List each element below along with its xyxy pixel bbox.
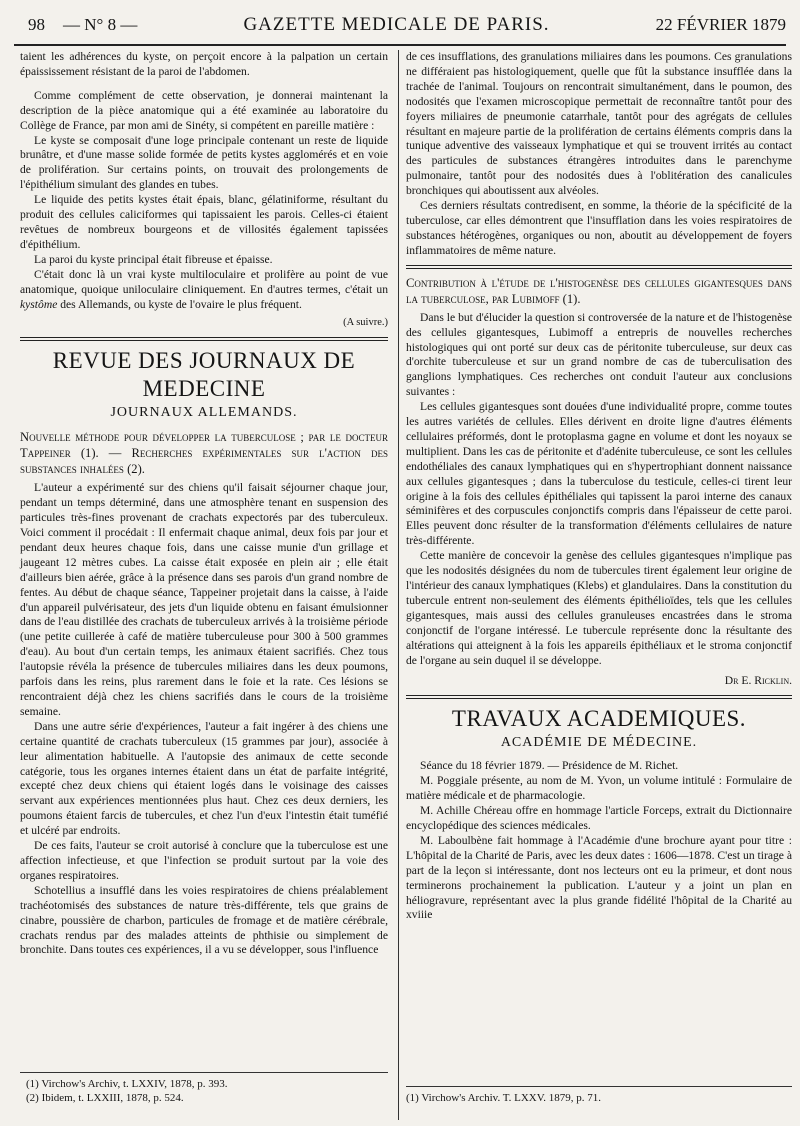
author-name: Lubimoff bbox=[511, 291, 560, 306]
paragraph: De ces faits, l'auteur se croit autorisé à conclure que la tuberculose est une affection infectieuse, et que l'infection se produit surtout par la voie des organes respiratoires. bbox=[20, 839, 388, 882]
paragraph: Les cellules gigantesques sont douées d'une individualité propre, comme toutes les autres variétés de cellules. Elles dérivent en droite ligne d'autres éléments cellulaires préformés, dont le protoplasma gagne en volume et dont les noyaux se multiplient. Dans les cas de péritonite et d'adénite tuberculeuse, ce sont les cellules endothéliales des canaux lymphatiques qui en s'hypertrophiant donnent naissance aux cellules gigantesques ; dans la tuberculose du testicule, celles-ci tirent leur origine à la fois des cellules épithéliales qui tapissent la paroi interne des canaux séminifères et des corpuscules conjonctifs compris dans l'épaisseur de cette paroi. Elles peuvent donc résulter de la transformation d'éléments cellulaires de nature très-différente. bbox=[406, 400, 792, 548]
text-run: (1). — Recherches expérimentales sur l'action des substances inhalées (2). bbox=[20, 446, 388, 477]
text-run: des Allemands, ou kyste de l'ovaire le plus fréquent. bbox=[57, 297, 302, 311]
author-name: E. Ricklin. bbox=[741, 674, 792, 688]
column-divider bbox=[398, 50, 399, 1120]
issue-date: 22 FÉVRIER 1879 bbox=[655, 15, 786, 34]
paragraph: Le liquide des petits kystes était épais, blanc, gélatiniforme, résultant du produit des cellules caliciformes qui tapissaient les parois. Celles-ci étaient revêtues de nombreux bourgeons et de villosités également tapissées d'épithélium. bbox=[20, 193, 388, 251]
article-heading bbox=[406, 275, 792, 307]
left-column bbox=[20, 50, 388, 1062]
paragraph: de ces insufflations, des granulations miliaires dans les poumons. Ces granulations ne différaient pas histologiquement, quelle que fût la substance insufflée dans la trachée de l'animal. Toujours on rencontrait simultanément, dans le poumon, des nodosités que l'examen microscopique permettait de reconnaître tantôt pour des foyers miliaires de pneumonie catarrhale, tantôt pour des agrégats de cellules résultant en majeure partie de la prolifération de certains éléments compris dans la tunique adventive des vaisseaux lymphatique et qui se trouvent irrités au contact des particules de substances étrangères introduites dans le parenchyme pulmonaire, tantôt pour des nodosités dues à l'oblitération des canalicules bronchiques qui aboutissent aux alvéoles. bbox=[406, 50, 792, 198]
journal-title: GAZETTE MEDICALE DE PARIS. bbox=[243, 14, 550, 35]
text-run: Contribution à l'étude de l'histogenèse des cellules gigantesques dans la tuberculose, par bbox=[406, 275, 792, 306]
issue-number: — N° 8 — bbox=[63, 15, 138, 34]
paragraph: Dans une autre série d'expériences, l'auteur a fait ingérer à des chiens une certaine quantité de crachats tuberculeux (15 grammes par jour), associée à leur alimentation habituelle. A l'autopsie des animaux de cette seconde catégorie, tous les organes internes étaient dans un état de parfaite intégrité, excepté chez deux chiens qui étaient logés dans le voisinage des caisses servant aux expériences mentionnées plus haut. Chez ces deux derniers, les poumons étaient farcis de tubercules, et chez l'un d'eux l'intestin était tuméfié et ulcéré par endroits. bbox=[20, 719, 388, 838]
header-left bbox=[28, 15, 137, 35]
paragraph: Ces derniers résultats contredisent, en somme, la théorie de la spécificité de la tuberculose, car elles démontrent que l'insufflation dans les voies respiratoires de substances hétérogènes, organiques ou non, aboutit au développement de foyers inflammatoires de même nature. bbox=[406, 199, 792, 257]
text-run: (1). bbox=[559, 291, 581, 306]
page-number: 98 bbox=[28, 15, 45, 34]
text-run: C'était donc là un vrai kyste multiloculaire et prolifère au point de vue anatomique, quoique uniloculaire cliniquement. En d'autres termes, c'était un bbox=[20, 267, 388, 296]
section-subtitle: ACADÉMIE DE MÉDECINE. bbox=[500, 735, 698, 751]
paragraph bbox=[20, 268, 388, 313]
paragraph: Schotellius a insufflé dans les voies respiratoires de chiens préalablement trachéotomisés des substances de nature très-différente, tels que grains de cinabre, poussière de charbon, particules de fromage et de matière cérébrale, crachats rendus par des malades atteints de phthisie ou simplement de bronchite. Dans toutes ces expériences, il a vu se développer, sous l'influence bbox=[20, 883, 388, 957]
section-rule bbox=[406, 695, 792, 699]
paragraph: Dans le but d'élucider la question si controversée de la nature et de l'histogenèse des cellules gigantesques, Lubimoff a entrepris de nouvelles recherches histologiques qui ont porté sur deux cas de péritonite tuberculeuse, sur deux cas d'orchite tuberculeuse et sur un grand nombre de cas de tuberculisation des ganglions lymphatiques. Ces recherches ont conduit l'auteur aux conclusions suivantes : bbox=[406, 310, 792, 399]
section-title: TRAVAUX ACADEMIQUES. bbox=[451, 706, 747, 732]
footnote: (1) Virchow's Archiv. T. LXXV. 1879, p. 71. bbox=[406, 1086, 792, 1105]
session-line: Séance du 18 février 1879. — Présidence de M. Richet. bbox=[420, 759, 679, 773]
paragraph: M. Achille Chéreau offre en hommage l'article Forceps, extrait du Dictionnaire encyclopédique des sciences médicales. bbox=[406, 804, 792, 832]
paragraph: M. Poggiale présente, au nom de M. Yvon, un volume intitulé : Formulaire de matière médicale et de pharmacologie. bbox=[406, 774, 792, 803]
section-subtitle: JOURNAUX ALLEMANDS. bbox=[110, 405, 298, 421]
text-run: Dr bbox=[724, 674, 742, 688]
section-title: REVUE DES JOURNAUX DE MEDECINE bbox=[52, 348, 356, 402]
section-rule bbox=[20, 337, 388, 341]
paragraph: Le kyste se composait d'une loge principale contenant un reste de liquide brunâtre, et d'une masse solide formée de petits kystes agglomérés et en voie de prolifération. Sur certains points, on trouvait des prolongements de l'épithélium simulant des glandes en tubes. bbox=[20, 133, 388, 192]
author-name: Tappeiner bbox=[20, 446, 71, 461]
header-rule bbox=[14, 44, 786, 46]
paragraph: taient les adhérences du kyste, on perçoit encore à la palpation un certain épaississement résistant de la paroi de l'abdomen. bbox=[20, 50, 388, 78]
paragraph: M. Laboulbène fait hommage à l'Académie d'une brochure ayant pour titre : L'hôpital de la Charité de Paris, avec les deux dates : 1606—1878. C'est un tirage à part de la leçon si intéressante, dont nos lecteurs ont eu la primeur, et dont nous terminerons prochainement la publication. L'auteur y a joint un plan en héliogravure, représentant avec la plus grande fidélité l'hôpital de la Charité au xviiie bbox=[406, 833, 792, 922]
text-run: Nouvelle méthode pour développer la tuberculose ; par le docteur bbox=[20, 430, 388, 445]
text-run: kystôme bbox=[20, 297, 58, 311]
to-follow-note: (A suivre.) bbox=[343, 317, 388, 329]
footnotes-left bbox=[20, 1072, 388, 1105]
article-heading bbox=[20, 429, 388, 477]
signature bbox=[406, 674, 792, 689]
paragraph: Comme complément de cette observation, je donnerai maintenant la description de la pièce anatomique qui a été examinée au laboratoire du Collège de France, par mon ami de Sinéty, si compétent en pareille matière : bbox=[20, 88, 388, 132]
right-column bbox=[406, 50, 792, 1062]
paragraph: La paroi du kyste principal était fibreuse et épaisse. bbox=[34, 252, 273, 266]
paragraph: Cette manière de concevoir la genèse des cellules gigantesques n'implique pas que les nodosités désignées du nom de tubercules tirent également leur origine de l'intérieur des canaux lymphatiques (Klebs) et glandulaires. Dans la constitution du tubercule entrent non-seulement des éléments épithélioïdes, tels que les cellules gigantesques, mais aussi des cellules granuleuses encastrées dans le stroma conjonctif de l'organe intéressé. Le tubercule représente donc la résultante des altérations qui atteignent à la fois les appareils épithéliaux et le stroma conjonctif de l'organe au sein duquel il se développe. bbox=[406, 549, 792, 667]
article-rule bbox=[406, 265, 792, 269]
page-header bbox=[28, 14, 786, 36]
footnote: (1) Virchow's Archiv, t. LXXIV, 1878, p. 393. bbox=[26, 1078, 228, 1090]
paragraph: L'auteur a expérimenté sur des chiens qu'il faisait séjourner chaque jour, pendant un temps déterminé, dans une atmosphère tenant en suspension des particules très-fines provenant de crachats expectorés par des tuberculeux. Voici comment il procédait : Il enfermait chaque animal, deux fois par jour et pendant deux heures chaque fois, dans une caisse munie d'un grillage et jaugeant 12 mètres cubes. La caisse était exposée en plein air ; elle était d'ailleurs bien aérée, grâce à la présence dans ses parois d'un grand nombre de fentes. Au début de chaque séance, Tappeiner projetait dans la caisse, à l'aide d'un appareil pulvérisateur, des jets d'un liquide obtenu en faisant émulsionner dans de l'eau distillée des crachats de tuberculeux arrivés à la troisième période (une petite cuillerée à café de matière tuberculeuse pour 300 à 500 grammes d'eau). Au bout d'un certain temps, les animaux étaient sacrifiés. Chez tous l'autopsie révéla la présence de tubercules miliaires dans les deux poumons, parfois dans les reins, plus rarement dans le foie et la rate. Ces lésions se rencontraient déjà chez les chiens sacrifiés dans le cours de la troisième semaine. bbox=[20, 481, 388, 718]
footnote: (2) Ibidem, t. LXXIII, 1878, p. 524. bbox=[26, 1092, 184, 1104]
